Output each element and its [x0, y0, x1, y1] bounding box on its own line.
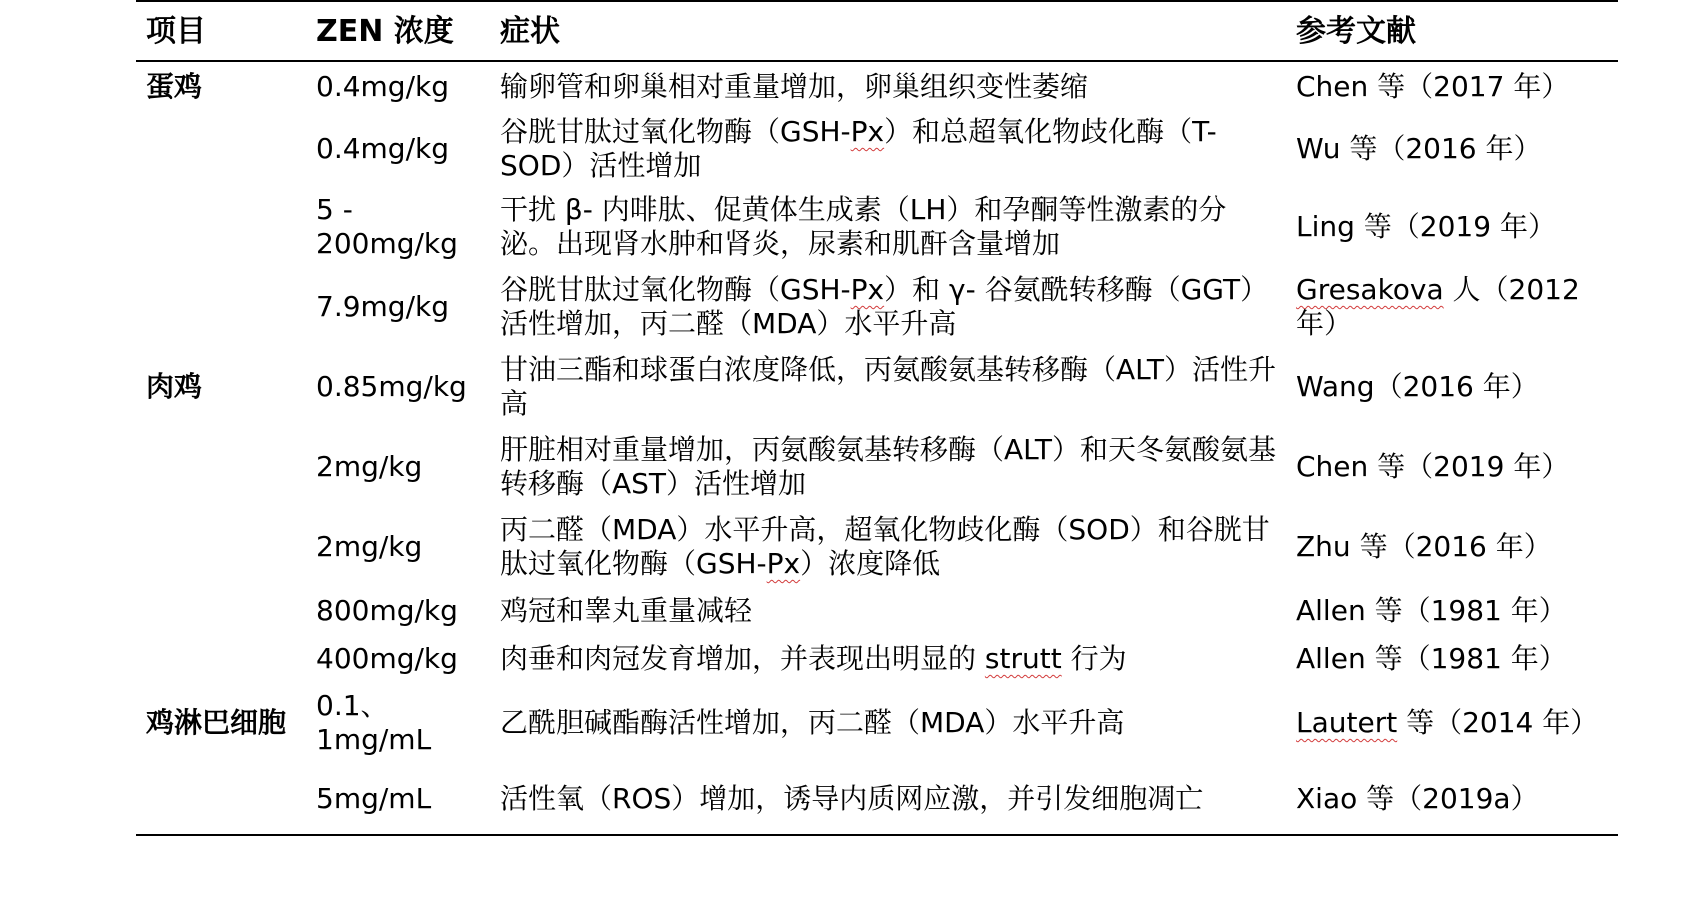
empty-group-cell: [136, 187, 306, 267]
reference-text: 等（2014 年）: [1397, 706, 1599, 739]
symptom-text: 谷胱甘肽过氧化物酶（GSH-: [500, 273, 851, 306]
symptom-text: 行为: [1061, 642, 1127, 675]
table-row: [136, 61, 1618, 111]
spellcheck-marked-text: Gresakova: [1296, 273, 1444, 306]
table-row: [136, 111, 1618, 187]
table-row: [136, 347, 1618, 427]
reference-cell: [1286, 267, 1618, 347]
header-symptom: 症状: [500, 14, 560, 49]
symptom-cell: 鸡冠和睾丸重量减轻: [500, 594, 753, 627]
reference-cell: Ling 等（2019 年）: [1296, 210, 1556, 243]
concentration-cell: 2mg/kg: [316, 450, 423, 483]
table-header: [136, 1, 1618, 61]
empty-group-cell: [136, 587, 306, 635]
empty-group-cell: [136, 635, 306, 683]
table-row: [136, 635, 1618, 683]
reference-cell: Chen 等（2017 年）: [1296, 69, 1570, 103]
header-reference: 参考文献: [1296, 14, 1416, 49]
spellcheck-marked-text: Px: [850, 273, 885, 306]
symptom-cell: 甘油三酯和球蛋白浓度降低，丙氨酸氨基转移酶（ALT）活性升高: [500, 353, 1277, 420]
empty-group-cell: [136, 267, 306, 347]
reference-cell: Allen 等（1981 年）: [1296, 642, 1567, 675]
table-row: [136, 507, 1618, 587]
group-broiler: 肉鸡: [146, 370, 203, 403]
symptom-text: ）和总超氧化物歧化酶（T-SOD）活性增加: [500, 115, 1217, 182]
reference-cell: Wang（2016 年）: [1296, 370, 1539, 403]
group-lymphocyte: 鸡淋巴细胞: [146, 706, 287, 739]
table-row: [136, 187, 1618, 267]
symptom-cell: [490, 635, 1286, 683]
spellcheck-marked-text: Px: [766, 547, 801, 580]
reference-text: 人（2012 年）: [1296, 273, 1580, 340]
symptom-cell: 活性氧（ROS）增加，诱导内质网应激，并引发细胞凋亡: [500, 781, 1204, 815]
reference-cell: Zhu 等（2016 年）: [1296, 530, 1552, 563]
symptom-cell: [490, 507, 1286, 587]
symptom-cell: 输卵管和卵巢相对重量增加，卵巢组织变性萎缩: [500, 69, 1089, 103]
concentration-cell: 0.85mg/kg: [316, 370, 467, 403]
empty-group-cell: [136, 763, 306, 835]
symptom-text: 丙二醛（MDA）水平升高，超氧化物歧化酶（SOD）和谷胱甘肽过氧化物酶（GSH-: [500, 513, 1270, 580]
concentration-cell: 400mg/kg: [316, 642, 458, 675]
concentration-cell: 5 - 200mg/kg: [316, 193, 458, 260]
concentration-cell: 2mg/kg: [316, 530, 423, 563]
symptom-cell: 干扰 β- 内啡肽、促黄体生成素（LH）和孕酮等性激素的分泌。出现肾水肿和肾炎，尿素和肌酐含量增加: [500, 193, 1227, 260]
header-item: 项目: [146, 14, 206, 49]
reference-cell: Allen 等（1981 年）: [1296, 594, 1567, 627]
symptom-text: ）和 γ- 谷氨酰转移酶（GGT）活性增加，丙二醛（MDA）水平升高: [500, 273, 1269, 340]
symptom-text: 肉垂和肉冠发育增加，并表现出明显的: [500, 642, 985, 675]
spellcheck-marked-text: Px: [850, 115, 885, 148]
empty-group-cell: [136, 111, 306, 187]
symptom-cell: [490, 267, 1286, 347]
reference-cell: Xiao 等（2019a）: [1296, 781, 1539, 815]
zen-symptom-table: [136, 0, 1618, 836]
concentration-cell: 0.4mg/kg: [316, 132, 449, 165]
table-row: [136, 587, 1618, 635]
spellcheck-marked-text: Lautert: [1296, 706, 1398, 739]
header-row: [136, 1, 1618, 61]
symptom-text: 谷胱甘肽过氧化物酶（GSH-: [500, 115, 851, 148]
table-row: [136, 267, 1618, 347]
reference-cell: [1286, 683, 1618, 763]
concentration-cell: 0.4mg/kg: [316, 69, 449, 103]
reference-cell: Chen 等（2019 年）: [1296, 450, 1570, 483]
table-row: [136, 683, 1618, 763]
empty-group-cell: [136, 507, 306, 587]
table-row: [136, 427, 1618, 507]
header-concentration: ZEN 浓度: [316, 14, 454, 49]
group-layer: 蛋鸡: [146, 69, 203, 103]
concentration-cell: 7.9mg/kg: [316, 290, 449, 323]
table-body: [136, 61, 1618, 835]
symptom-text: ）浓度降低: [800, 547, 941, 580]
symptom-cell: 乙酰胆碱酯酶活性增加，丙二醛（MDA）水平升高: [500, 706, 1125, 739]
spellcheck-marked-text: strutt: [984, 642, 1062, 675]
concentration-cell: 0.1、1mg/mL: [316, 689, 432, 756]
reference-cell: Wu 等（2016 年）: [1296, 132, 1542, 165]
concentration-cell: 800mg/kg: [316, 594, 458, 627]
data-table: [136, 0, 1618, 836]
empty-group-cell: [136, 427, 306, 507]
concentration-cell: 5mg/mL: [316, 781, 432, 815]
table-row: [136, 763, 1618, 835]
symptom-cell: [490, 111, 1286, 187]
symptom-cell: 肝脏相对重量增加，丙氨酸氨基转移酶（ALT）和天冬氨酸氨基转移酶（AST）活性增加: [500, 433, 1277, 500]
